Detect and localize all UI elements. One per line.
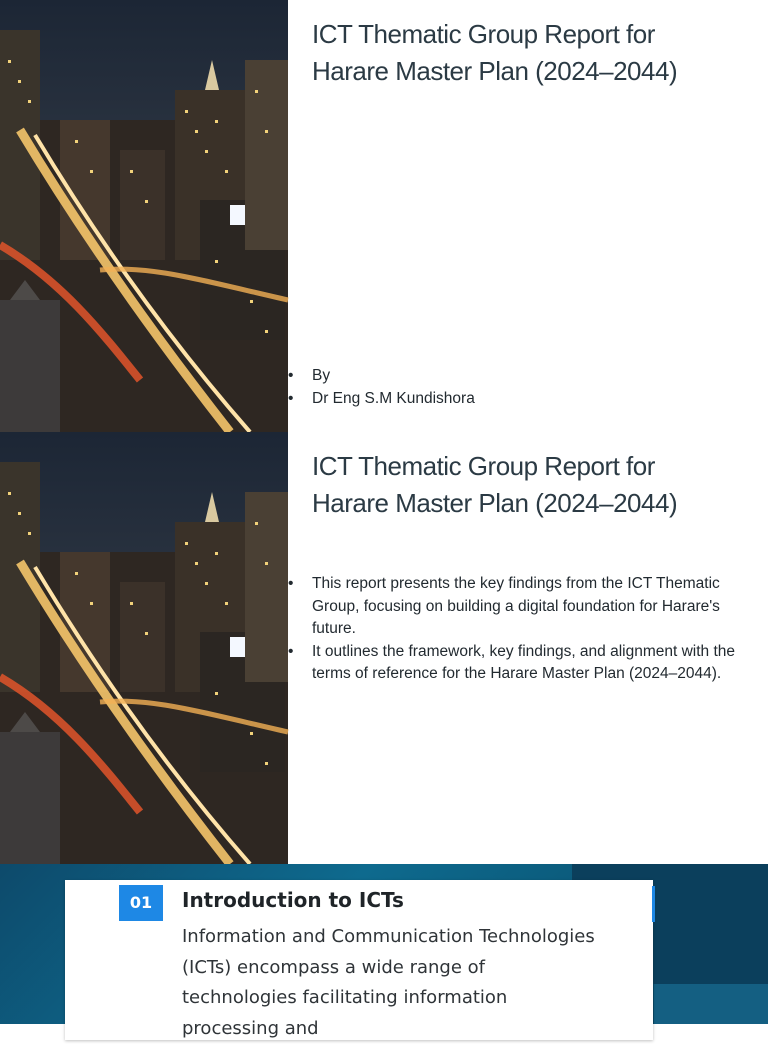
summary-list	[288, 573, 756, 686]
title-slide	[0, 0, 768, 432]
summary-item: • It outlines the framework, key findings, and alignment with the terms of reference for the Harare Master Plan (2024–2044).	[288, 641, 756, 686]
slide-title-line-2: Harare Master Plan (2024–2044)	[312, 56, 678, 86]
slide-title-line-1: ICT Thematic Group Report for	[312, 451, 655, 481]
city-night-photo	[0, 0, 288, 432]
section-body: Information and Communication Technologies (ICTs) encompass a wide range of technologies facilitating information processing and	[182, 926, 595, 1039]
city-night-photo	[0, 432, 288, 864]
introduction-slide	[0, 864, 768, 1039]
slide-title-line-1: ICT Thematic Group Report for	[312, 19, 655, 49]
background-band	[654, 984, 768, 1024]
summary-item: • This report presents the key findings from the ICT Thematic Group, focusing on building a digital foundation for Harare's future.	[288, 573, 756, 641]
author-by-label: • By	[288, 365, 756, 388]
section-card	[65, 880, 653, 1040]
author-list	[288, 365, 756, 410]
section-title: Introduction to ICTs	[182, 888, 404, 912]
card-accent-bar	[652, 886, 655, 922]
slide-title-line-2: Harare Master Plan (2024–2044)	[312, 488, 678, 518]
author-name: • Dr Eng S.M Kundishora	[288, 388, 756, 411]
overview-slide	[0, 432, 768, 864]
section-number-badge: 01	[119, 885, 163, 921]
slide-title	[312, 16, 752, 90]
slide-title	[312, 448, 752, 522]
